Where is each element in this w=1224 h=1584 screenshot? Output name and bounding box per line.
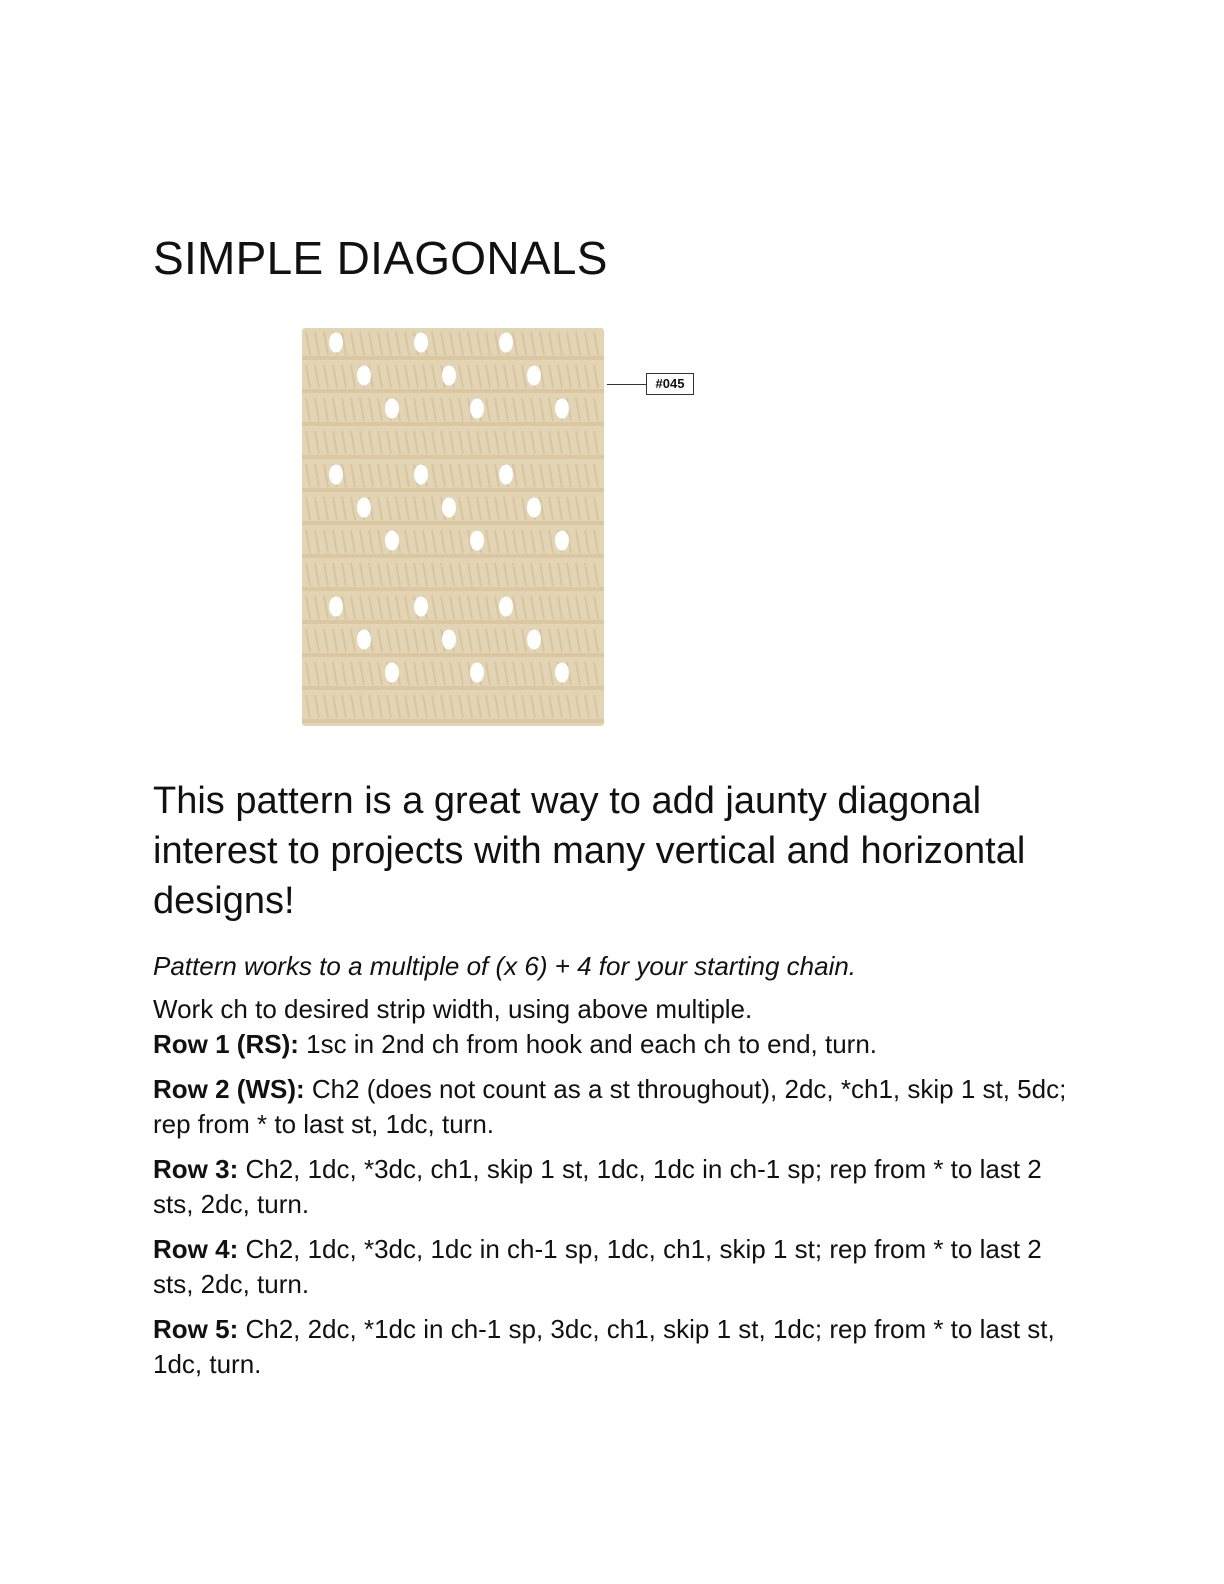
row-text: Ch2 (does not count as a st throughout), 2dc, *ch1, skip 1 st, 5dc; rep from * to last st, 1dc, turn. xyxy=(153,1074,1067,1139)
page-title: SIMPLE DIAGONALS xyxy=(153,232,608,284)
row-text: Ch2, 1dc, *3dc, 1dc in ch-1 sp, 1dc, ch1, skip 1 st; rep from * to last 2 sts, 2dc, turn. xyxy=(153,1234,1042,1299)
row-text: 1sc in 2nd ch from hook and each ch to end, turn. xyxy=(298,1029,878,1059)
intro-text: This pattern is a great way to add jaunty diagonal interest to projects with many vertical and horizontal designs! xyxy=(153,780,1026,922)
swatch-tag: #045 xyxy=(646,373,694,395)
row-label: Row 2 (WS): xyxy=(153,1074,305,1104)
row-text: Ch2, 2dc, *1dc in ch-1 sp, 3dc, ch1, skip 1 st, 1dc; rep from * to last st, 1dc, turn. xyxy=(153,1314,1055,1379)
chain-note: Work ch to desired strip width, using above multiple. xyxy=(153,994,753,1024)
row-instruction xyxy=(153,1232,1083,1302)
crochet-swatch-image xyxy=(296,326,612,730)
row-label: Row 1 (RS): xyxy=(153,1029,299,1059)
row-instruction xyxy=(153,1312,1083,1382)
pattern-instructions xyxy=(153,992,1083,1382)
row-instruction xyxy=(153,1027,1083,1062)
row-instruction xyxy=(153,1152,1083,1222)
row-label: Row 5: xyxy=(153,1314,239,1344)
row-text: Ch2, 1dc, *3dc, ch1, skip 1 st, 1dc, 1dc in ch-1 sp; rep from * to last 2 sts, 2dc, turn. xyxy=(153,1154,1042,1219)
row-label: Row 3: xyxy=(153,1154,239,1184)
multiple-note: Pattern works to a multiple of (x 6) + 4 for your starting chain. xyxy=(153,951,857,981)
row-label: Row 4: xyxy=(153,1234,239,1264)
row-instruction xyxy=(153,1072,1083,1142)
swatch-tag-leader-line xyxy=(607,384,647,385)
